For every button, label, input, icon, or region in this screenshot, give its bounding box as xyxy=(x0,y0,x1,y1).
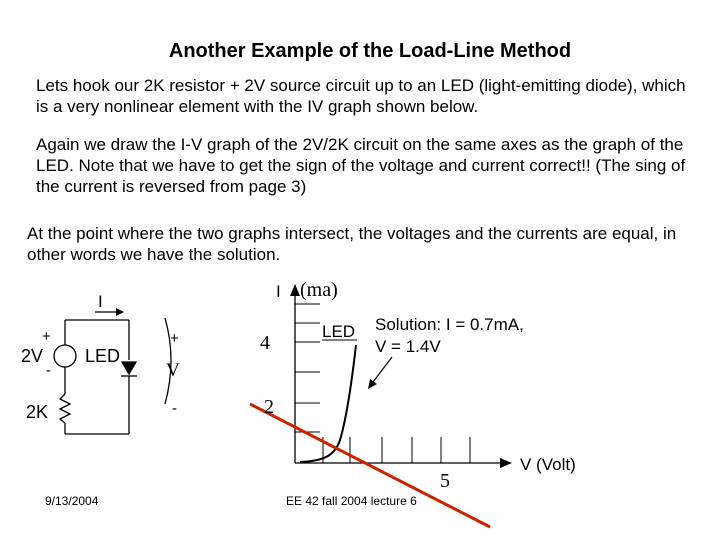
led-label: LED xyxy=(85,346,121,366)
footer-date: 9/13/2004 xyxy=(45,494,99,508)
x-axis-arrow xyxy=(500,458,512,468)
load-line-paragraph: Again we draw the I-V graph of the 2V/2K circuit on the same axes as the graph of the LED. Note that we have to get the sign of the voltage and current correct!! (The sing of the current is reversed from page 3) xyxy=(36,135,686,196)
voltage-label: V xyxy=(166,360,180,381)
y-tick-label-2: 2 xyxy=(264,396,274,418)
y-axis-arrow xyxy=(290,284,300,296)
led-curve-label: LED xyxy=(322,322,356,341)
solution-paragraph: At the point where the two graphs intersect, the voltages and the currents are equal, in other words we have the solution. xyxy=(27,224,677,264)
y-tick-label-4: 4 xyxy=(260,332,270,354)
voltage-plus-label: + xyxy=(170,330,179,347)
solution-arrow-head xyxy=(368,379,377,389)
voltage-minus-label: - xyxy=(172,400,177,417)
intro-paragraph: Lets hook our 2K resistor + 2V source circuit up to an LED (light-emitting diode), which is a very nonlinear element with the IV graph shown below. xyxy=(36,76,686,116)
solution-arrow-line xyxy=(373,357,392,382)
footer-course: EE 42 fall 2004 lecture 6 xyxy=(286,494,417,508)
y-axis-unit-label: (ma) xyxy=(300,279,338,301)
source-label: 2V xyxy=(21,346,44,366)
resistor-label: 2K xyxy=(26,402,49,422)
source-minus-label: - xyxy=(46,362,51,379)
x-axis-label: V (Volt) xyxy=(520,455,576,474)
y-axis-current-label: I xyxy=(276,282,281,301)
circuit-current-label: I xyxy=(98,292,103,311)
solution-text-line2: V = 1.4V xyxy=(375,337,441,356)
load-line xyxy=(250,404,490,527)
slide-title: Another Example of the Load-Line Method xyxy=(168,40,572,62)
solution-text-line1: Solution: I = 0.7mA, xyxy=(375,315,524,334)
x-tick-label-5: 5 xyxy=(440,470,450,492)
source-plus-label: + xyxy=(42,328,51,345)
